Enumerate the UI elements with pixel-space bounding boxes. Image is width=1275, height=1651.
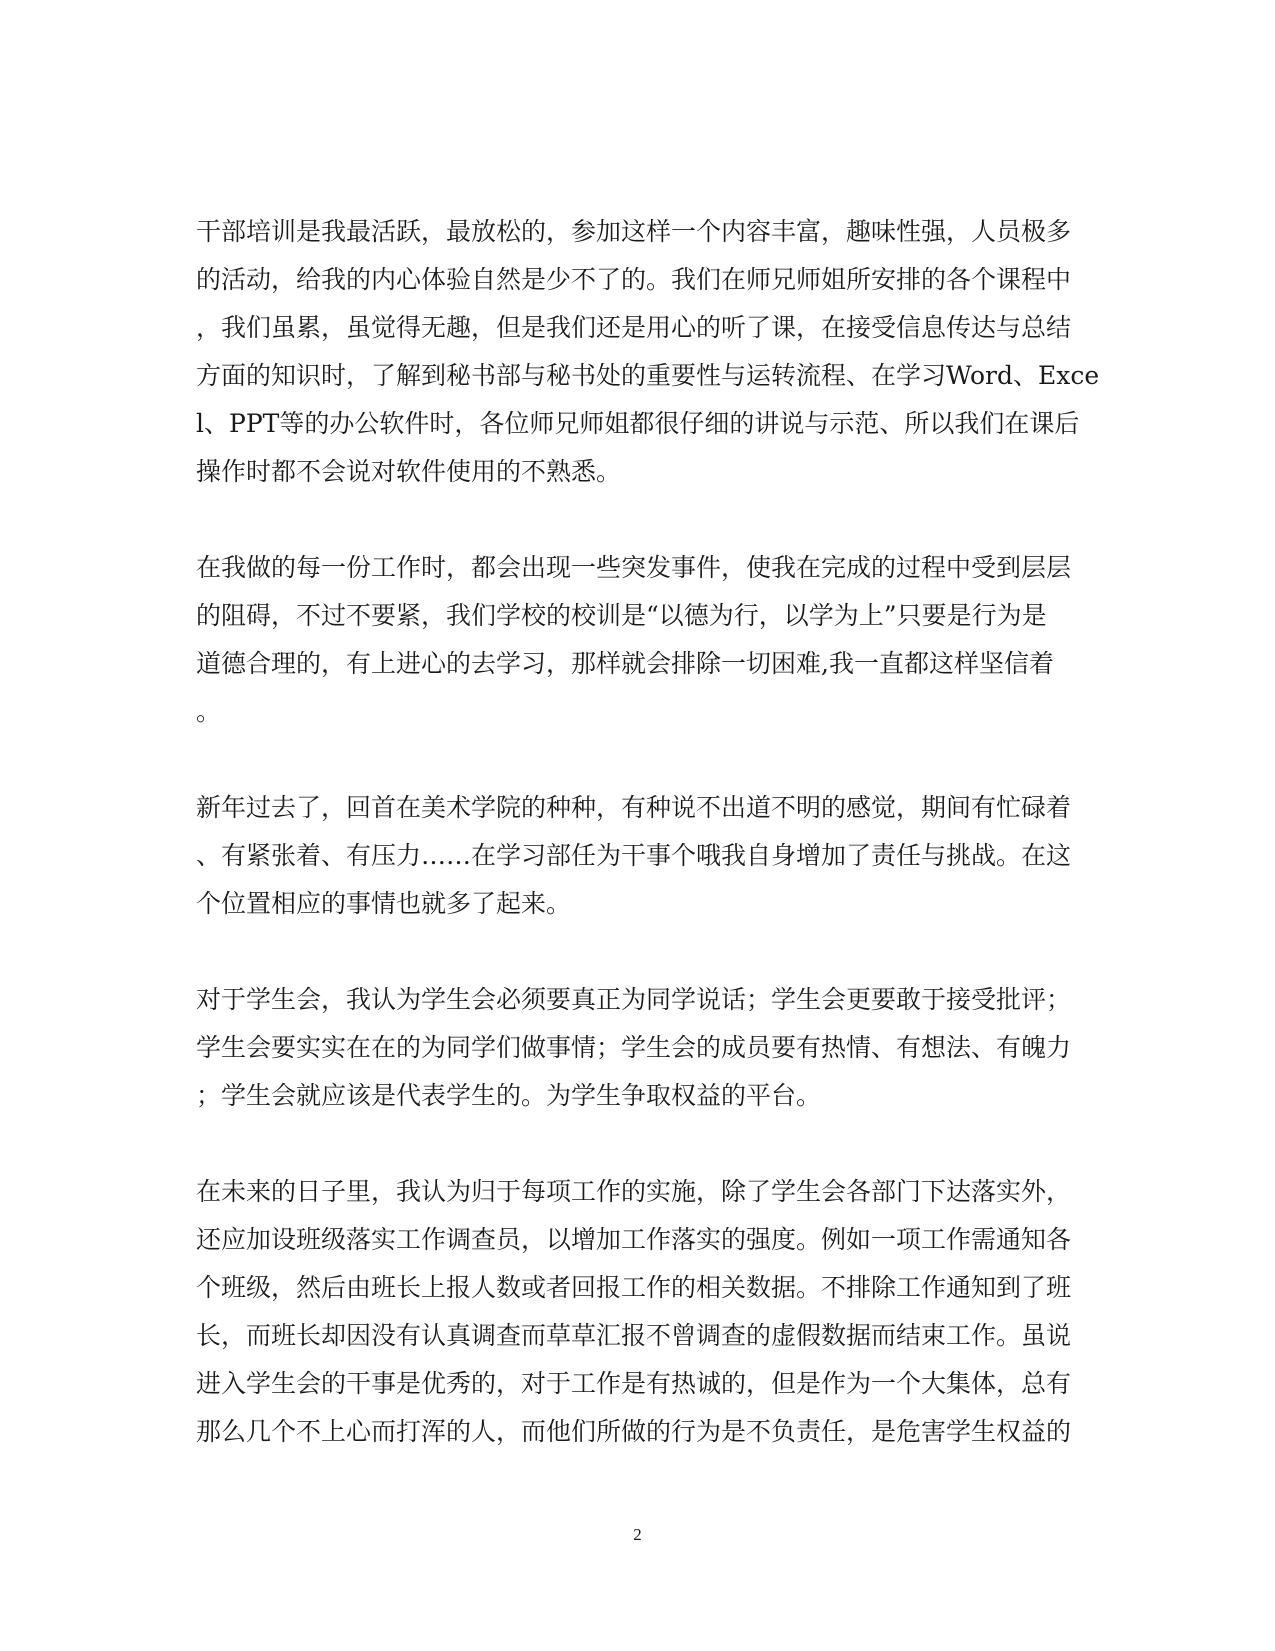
paragraph-5 (196, 1168, 1076, 1456)
text-line: 方面的知识时，了解到秘书部与秘书处的重要性与运转流程、在学习Word、Exce (196, 361, 1100, 390)
text-line: 个位置相应的事情也就多了起来。 (196, 889, 572, 918)
text-line: 对于学生会，我认为学生会必须要真正为同学说话；学生会更要敢于接受批评； (196, 985, 1072, 1014)
text-line: 操作时都不会说对软件使用的不熟悉。 (196, 457, 622, 486)
document-body (196, 208, 1100, 1456)
text-line: 道德合理的，有上进心的去学习，那样就会排除一切困难,我一直都这样坚信着 (196, 649, 1054, 678)
text-line: ，我们虽累，虽觉得无趣，但是我们还是用心的听了课，在接受信息传达与总结 (196, 313, 1072, 342)
paragraph-3 (196, 784, 1076, 928)
text-line: l、PPT等的办公软件时，各位师兄师姐都很仔细的讲说与示范、所以我们在课后 (196, 409, 1080, 438)
text-line: 干部培训是我最活跃，最放松的，参加这样一个内容丰富，趣味性强，人员极多 (196, 217, 1072, 246)
paragraph-gap (196, 1120, 1076, 1168)
text-line: 个班级，然后由班长上报人数或者回报工作的相关数据。不排除工作通知到了班 (196, 1273, 1072, 1302)
text-line: 那么几个不上心而打浑的人，而他们所做的行为是不负责任，是危害学生权益的 (196, 1417, 1072, 1446)
text-line: 、有紧张着、有压力……在学习部任为干事个哦我自身增加了责任与挑战。在这 (196, 841, 1072, 870)
text-line: 的阻碍，不过不要紧，我们学校的校训是“以德为行，以学为上”只要是行为是 (196, 601, 1047, 630)
text-line: 进入学生会的干事是优秀的，对于工作是有热诚的，但是作为一个大集体，总有 (196, 1369, 1072, 1398)
text-line: 。 (196, 697, 222, 726)
paragraph-gap (196, 928, 1076, 976)
text-line: 学生会要实实在在的为同学们做事情；学生会的成员要有热情、有想法、有魄力 (196, 1033, 1072, 1062)
paragraph-gap (196, 736, 1076, 784)
paragraph-gap (196, 496, 1076, 544)
paragraph-1 (196, 208, 1100, 496)
text-line: ；学生会就应该是代表学生的。为学生争取权益的平台。 (196, 1081, 822, 1110)
text-line: 新年过去了，回首在美术学院的种种，有种说不出道不明的感觉，期间有忙碌着 (196, 793, 1072, 822)
page-number: 2 (633, 1525, 642, 1544)
text-line: 在未来的日子里，我认为归于每项工作的实施，除了学生会各部门下达落实外， (196, 1177, 1072, 1206)
paragraph-4 (196, 976, 1076, 1120)
text-line: 长，而班长却因没有认真调查而草草汇报不曾调查的虚假数据而结束工作。虽说 (196, 1321, 1072, 1350)
text-line: 还应加设班级落实工作调查员，以增加工作落实的强度。例如一项工作需通知各 (196, 1225, 1072, 1254)
text-line: 在我做的每一份工作时，都会出现一些突发事件，使我在完成的过程中受到层层 (196, 553, 1072, 582)
paragraph-2 (196, 544, 1076, 736)
text-line: 的活动，给我的内心体验自然是少不了的。我们在师兄师姐所安排的各个课程中 (196, 265, 1072, 294)
